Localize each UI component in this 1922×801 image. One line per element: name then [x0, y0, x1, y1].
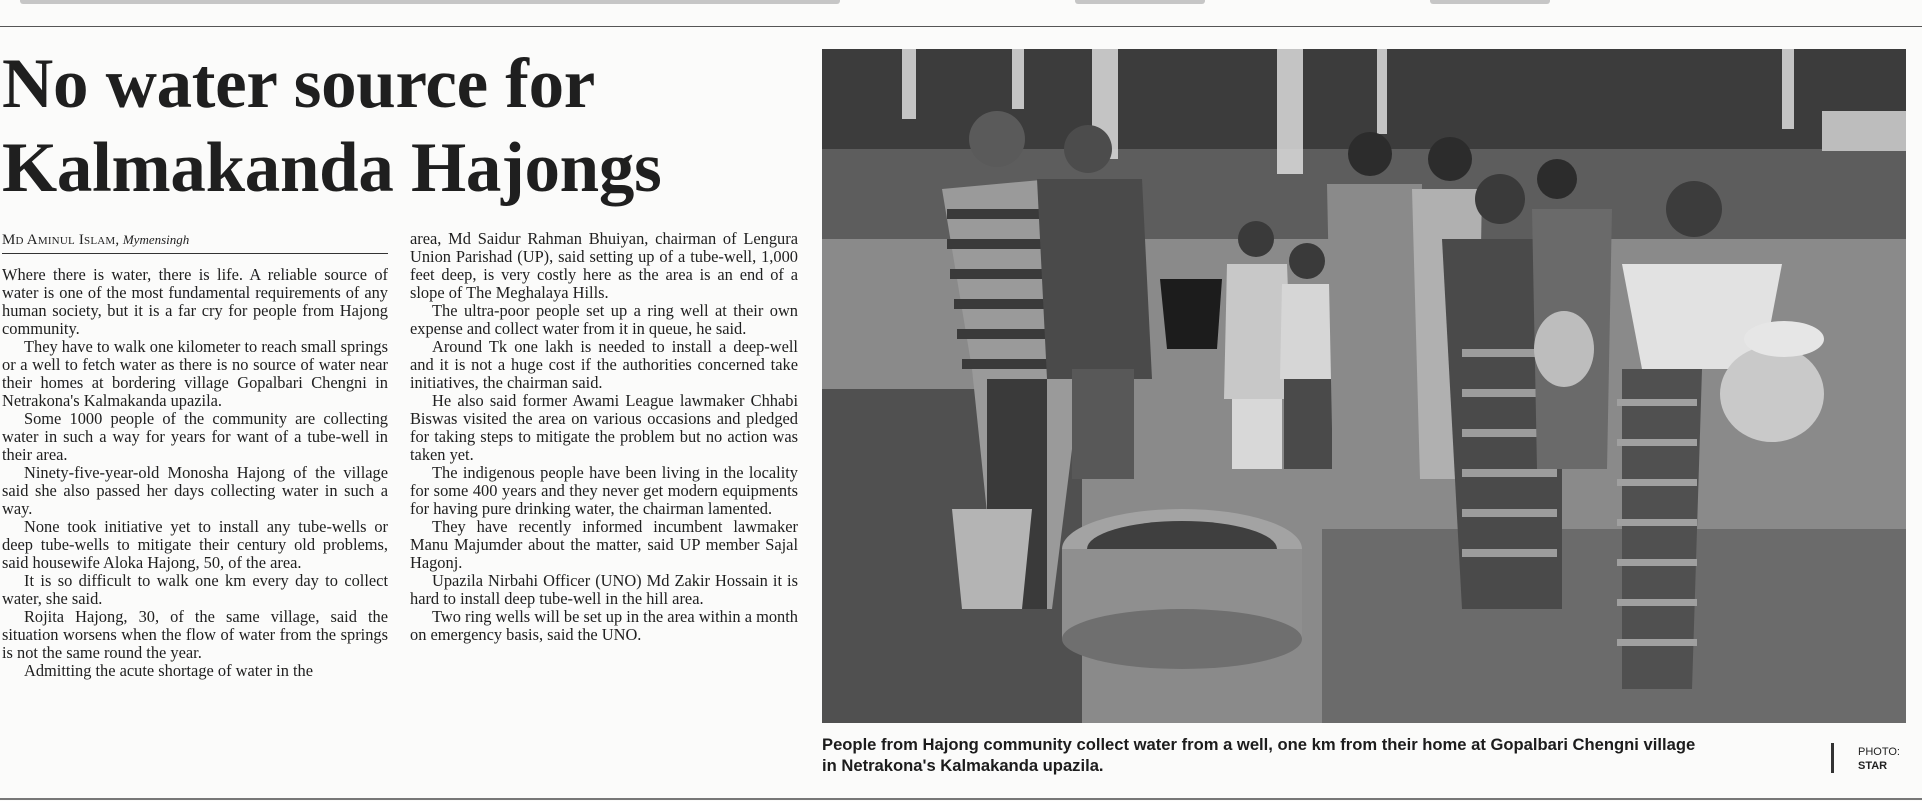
cropped-previous-text [1430, 0, 1550, 4]
paragraph: Admitting the acute shortage of water in the [24, 661, 314, 680]
photo-credit [1858, 745, 1918, 773]
paragraph: Upazila Nirbahi Officer (UNO) Md Zakir Hossain it is hard to install deep tube-well in the hill area. [410, 571, 798, 608]
paragraph: Ninety-five-year-old Monosha Hajong of the village said she also passed her days collecting water in such a way. [2, 463, 388, 518]
paragraph: Rojita Hajong, 30, of the same village, said the situation worsens when the flow of water from the springs is not the same round the year. [2, 607, 388, 662]
paragraph: Two ring wells will be set up in the area within a month on emergency basis, said the UNO. [410, 607, 798, 644]
article-column-2 [410, 230, 798, 778]
byline-author: Md Aminul Islam, [2, 232, 120, 248]
byline [2, 232, 388, 254]
paragraph: It is so difficult to walk one km every day to collect water, she said. [2, 571, 388, 608]
paragraph: They have recently informed incumbent lawmaker Manu Majumder about the matter, said UP member Sajal Hagonj. [410, 517, 798, 572]
top-rule [0, 26, 1922, 27]
paragraph: Some 1000 people of the community are collecting water in such a way for years for want of a tube-well in their area. [2, 409, 388, 464]
bottom-rule [0, 798, 1922, 800]
paragraph: Where there is water, there is life. A reliable source of water is one of the most fundamental requirements of any human society, but it is a far cry for people from Hajong community. [2, 265, 388, 338]
photo-caption: People from Hajong community collect water from a well, one km from their home at Gopalbari Chengni village in Netrakona's Kalmakanda upazila. [822, 735, 1696, 775]
paragraph: The indigenous people have been living in the locality for some 400 years and they never get modern equipments for having pure drinking water, the chairman lamented. [410, 463, 798, 518]
headline: No water source for Kalmakanda Hajongs [2, 45, 662, 207]
news-photo [822, 49, 1906, 723]
photo-credit-agency: STAR [1858, 760, 1888, 772]
paragraph: He also said former Awami League lawmaker Chhabi Biswas visited the area on various occasions and pledged for taking steps to mitigate the problem but no action was taken yet. [410, 391, 798, 464]
photo-credit-label: PHOTO: [1858, 746, 1900, 758]
cropped-previous-text [1075, 0, 1205, 4]
paragraph: None took initiative yet to install any tube-wells or deep tube-wells to mitigate their century old problems, said housewife Aloka Hajong, 50, of the area. [2, 517, 388, 572]
cropped-previous-text [20, 0, 840, 4]
article-column-1 [2, 266, 388, 778]
paragraph: area, Md Saidur Rahman Bhuiyan, chairman of Lengura Union Parishad (UP), said setting up of a tube-well, 1,000 feet deep, is very costly here as the area is an end of a slope of The Meghalaya Hills. [410, 229, 798, 302]
paragraph: They have to walk one kilometer to reach small springs or a well to fetch water as there is no source of water near their homes at bordering village Gopalbari Chengni in Netrakona's Kalmakanda upazila. [2, 337, 388, 410]
paragraph: The ultra-poor people set up a ring well at their own expense and collect water from it in queue, he said. [410, 301, 798, 338]
byline-location: Mymensingh [122, 232, 190, 247]
paragraph: Around Tk one lakh is needed to install a deep-well and it is not a huge cost if the authorities concerned take initiatives, the chairman said. [410, 337, 798, 392]
credit-divider [1831, 743, 1834, 773]
